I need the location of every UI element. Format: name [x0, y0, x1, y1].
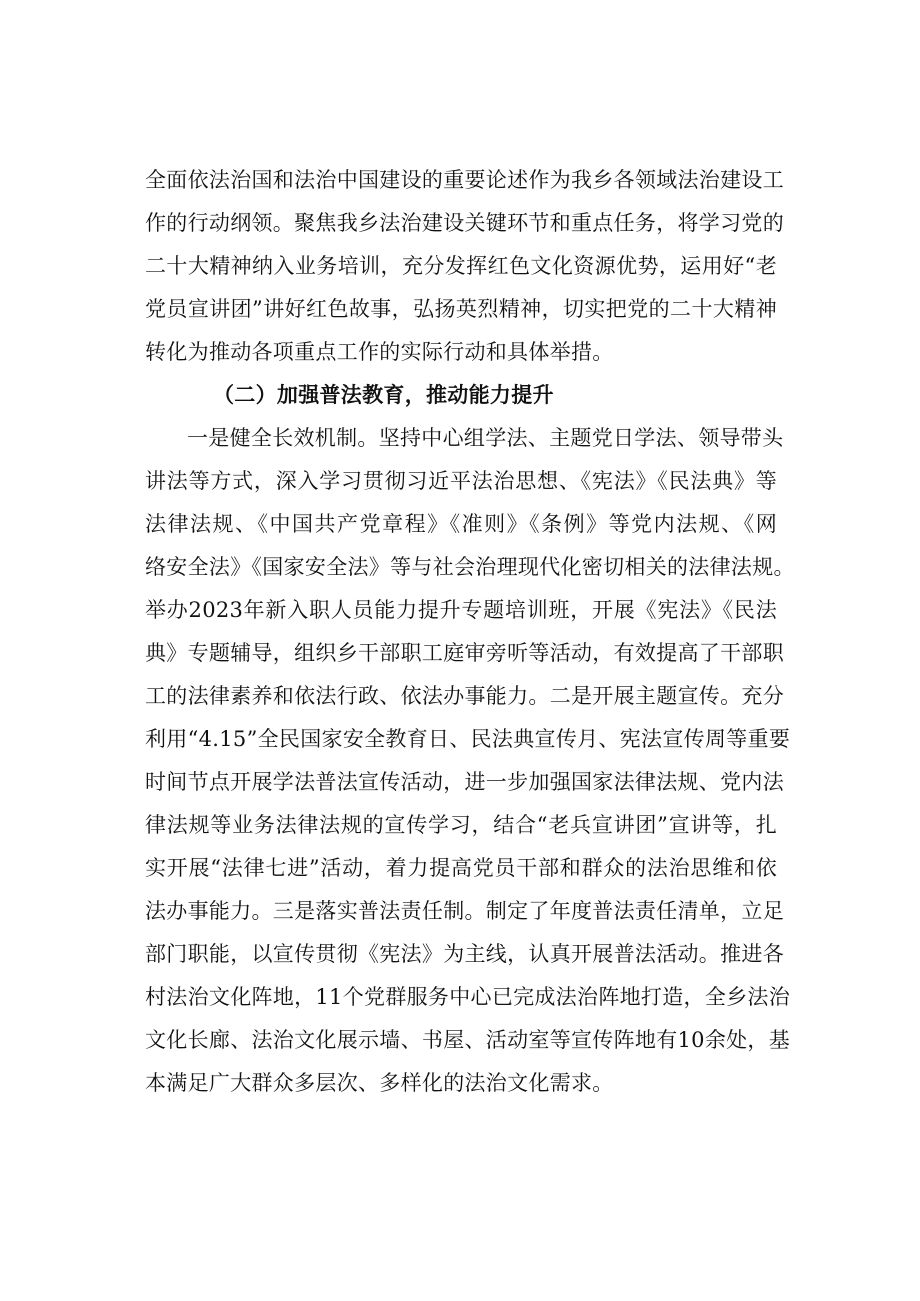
- paragraph-line: 举办2023年新入职人员能力提升专题培训班，开展《宪法》《民法: [145, 598, 777, 622]
- paragraph-line: 律法规等业务法律法规的宣传学习，结合“老兵宣讲团”宣讲等，扎: [145, 813, 777, 837]
- paragraph-line: 典》专题辅导，组织乡干部职工庭审旁听等活动，有效提高了干部职: [145, 641, 784, 665]
- paragraph-line: 村法治文化阵地，11个党群服务中心已完成法治阵地打造，全乡法治: [145, 985, 791, 1009]
- section-heading: （二）加强普法教育，推动能力提升: [213, 382, 554, 407]
- paragraph-line: 部门职能，以宣传贯彻《宪法》为主线，认真开展普法活动。推进各: [145, 942, 784, 966]
- paragraph-line: 工的法律素养和依法行政、依法办事能力。二是开展主题宣传。充分: [145, 684, 784, 708]
- paragraph-line: 作的行动纲领。聚焦我乡法治建设关键环节和重点任务，将学习党的: [145, 211, 784, 235]
- paragraph-line: 二十大精神纳入业务培训，充分发挥红色文化资源优势，运用好“老: [145, 254, 777, 278]
- paragraph-line: 实开展“法律七进”活动，着力提高党员干部和群众的法治思维和依: [145, 856, 777, 880]
- paragraph-line: 法律法规、《中国共产党章程》《准则》《条例》等党内法规、《网: [145, 512, 777, 536]
- paragraph-line: 转化为推动各项重点工作的实际行动和具体举措。: [145, 340, 614, 364]
- paragraph-line: 时间节点开展学法普法宣传活动，进一步加强国家法律法规、党内法: [145, 770, 784, 794]
- paragraph-line: 讲法等方式，深入学习贯彻习近平法治思想、《宪法》《民法典》等: [145, 469, 777, 493]
- paragraph-line: 利用“4.15”全民国家安全教育日、民法典宣传月、宪法宣传周等重要: [145, 727, 791, 751]
- paragraph-line: 一是健全长效机制。坚持中心组学法、主题党日学法、领导带头: [187, 426, 784, 450]
- paragraph-line: 法办事能力。三是落实普法责任制。制定了年度普法责任清单，立足: [145, 899, 784, 923]
- paragraph-line: 全面依法治国和法治中国建设的重要论述作为我乡各领域法治建设工: [145, 168, 784, 192]
- paragraph-line: 本满足广大群众多层次、多样化的法治文化需求。: [145, 1071, 614, 1095]
- paragraph-line: 络安全法》《国家安全法》等与社会治理现代化密切相关的法律法规。: [145, 555, 795, 579]
- paragraph-line: 党员宣讲团”讲好红色故事，弘扬英烈精神，切实把党的二十大精神: [145, 297, 777, 321]
- paragraph-line: 文化长廊、法治文化展示墙、书屋、活动室等宣传阵地有10余处，基: [145, 1028, 791, 1052]
